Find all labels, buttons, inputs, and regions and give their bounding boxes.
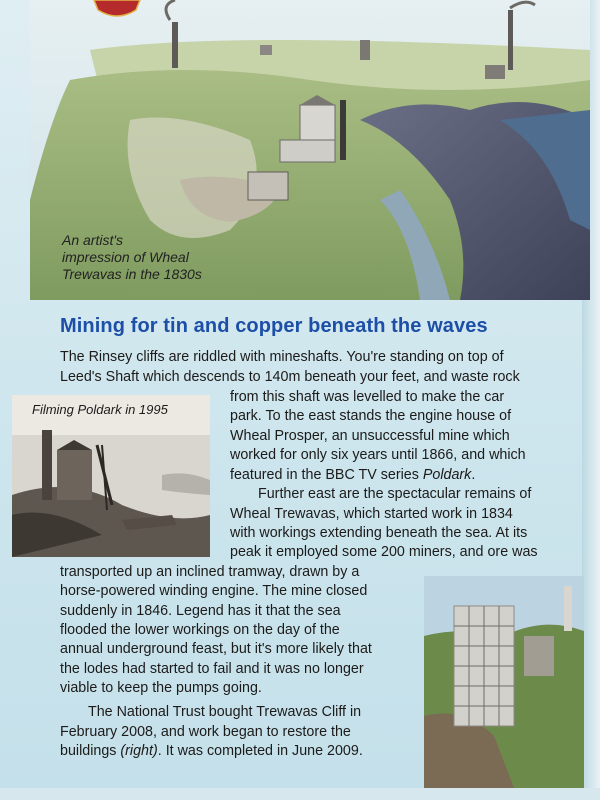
body-line-9: Wheal Trewavas, which started work in 1834 <box>230 506 513 522</box>
section-heading: Mining for tin and copper beneath the waves <box>60 315 488 337</box>
body-line-15: flooded the lower workings on the day of the <box>60 622 340 638</box>
body-line-4: park. To the east stands the engine house of <box>230 408 512 424</box>
body-line-13: horse-powered winding engine. The mine closed <box>60 583 368 599</box>
photo-caption-poldark: Filming Poldark in 1995 <box>32 402 168 417</box>
body-line-1: The Rinsey cliffs are riddled with mineshafts. You're standing on top of <box>60 349 504 365</box>
body-line-21: buildings (right). It was completed in June 2009. <box>60 743 363 759</box>
body-line-7: featured in the BBC TV series Poldark. <box>230 467 476 483</box>
body-line-2: Leed's Shaft which descends to 140m beneath your feet, and waste rock <box>60 369 520 385</box>
crest-emblem <box>92 0 142 20</box>
body-line-19: The National Trust bought Trewavas Cliff in <box>88 704 362 720</box>
board-frame-bottom <box>0 788 600 800</box>
body-line-14: suddenly in 1846. Legend has it that the sea <box>60 603 341 619</box>
body-line-5: Wheal Prosper, an unsuccessful mine which <box>230 428 510 444</box>
body-line-17: the lodes had started to fail and it was no longer <box>60 661 364 677</box>
body-line-16: annual underground feast, but it's more likely that <box>60 641 372 657</box>
body-line-8: Further east are the spectacular remains of <box>258 486 532 502</box>
body-line-10: with workings extending beneath the sea. At its <box>230 525 528 541</box>
body-line-12: transported up an inclined tramway, drawn by a <box>60 564 360 580</box>
body-line-6: worked for only six years until 1866, and which <box>230 447 526 463</box>
body-line-20: February 2008, and work began to restore the <box>60 724 351 740</box>
photo-filming-poldark <box>12 395 210 557</box>
illustration-caption: An artist's impression of Wheal Trewavas in the 1830s <box>62 232 202 282</box>
photo-restoration-scaffolding <box>424 576 584 788</box>
body-line-18: viable to keep the pumps going. <box>60 680 262 696</box>
body-line-3: from this shaft was levelled to make the car <box>230 389 505 405</box>
body-line-11: peak it employed some 200 miners, and ore was <box>230 544 538 560</box>
